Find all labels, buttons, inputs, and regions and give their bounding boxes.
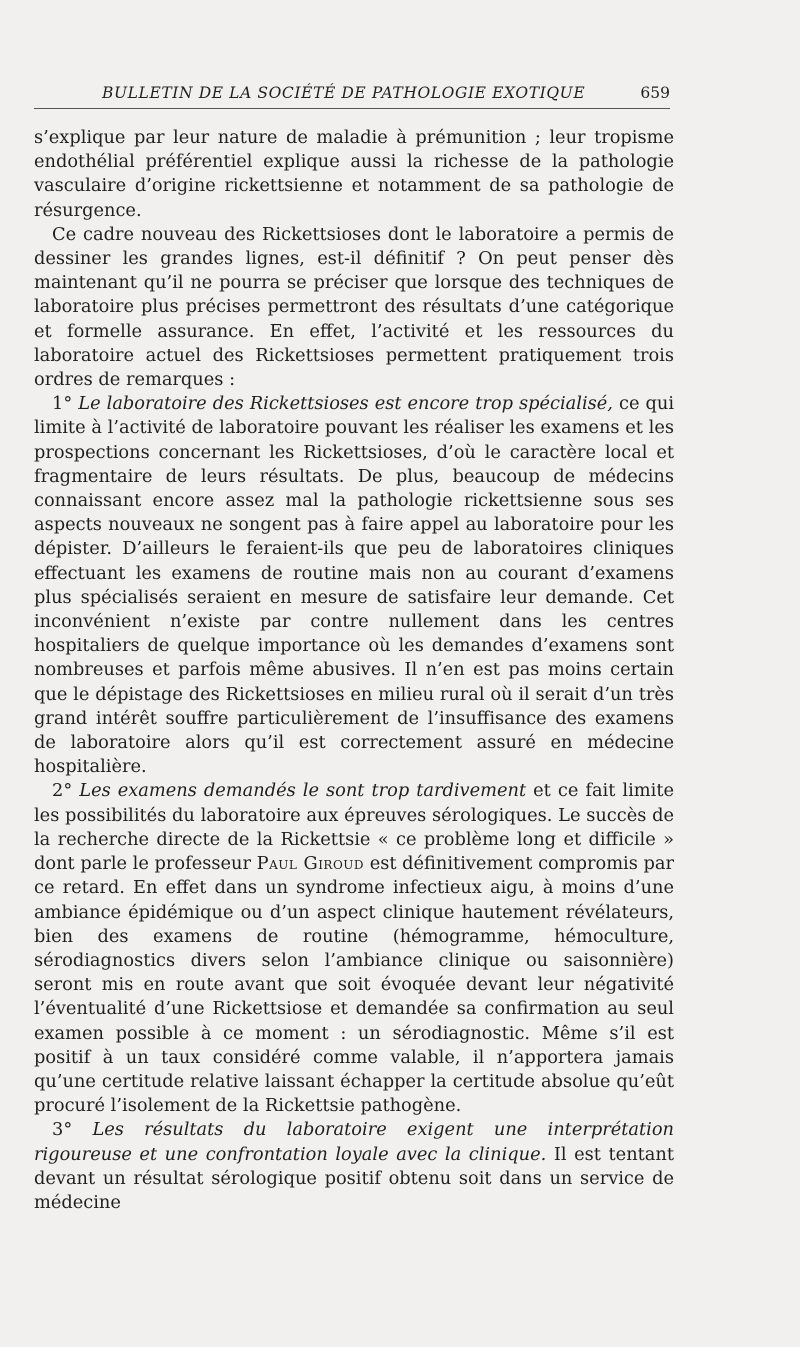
item-title-2: Les examens demandés le sont trop tardivement [79, 780, 527, 802]
journal-title: BULLETIN DE LA SOCIÉTÉ DE PATHOLOGIE EXOTIQUE [102, 84, 586, 102]
paragraph-4 [34, 779, 674, 1118]
header-rule [34, 108, 670, 109]
page-number: 659 [640, 84, 670, 102]
item-text-1: ce qui limite à l’activité de laboratoire pouvant les réaliser les examens et les prospections concernant les Rickettsioses, d’où le caractère local et fragmentaire de leurs résultats. De plus, beaucoup de médecins connaissant encore assez mal la pathologie rickettsienne sous ses aspects nouveaux ne songent pas à faire appel au laboratoire pour les dépister. D’ailleurs le feraient-ils que peu de laboratoires cliniques effectuant les examens de routine mais non au courant d’examens plus spécialisés seraient en mesure de satisfaire leur demande. Cet inconvénient n’existe par contre nullement dans les centres hospitaliers de quelque importance où les demandes d’examens sont nombreuses et parfois même abusives. Il n’en est pas moins certain que le dépistage des Rickettsioses en milieu rural où il serait d’un très grand intérêt souffre particulièrement de l’insuffisance des examens de laboratoire alors qu’il est correctement assuré en médecine hospitalière. [34, 393, 675, 778]
paragraph-2: Ce cadre nouveau des Rickettsioses dont le laboratoire a permis de dessiner les grandes lignes, est-il définitif ? On peut penser dès maintenant qu’il ne pourra se préciser que lorsque des techniques de laboratoire plus précises permettront des résultats d’une catégorique et formelle assurance. En effet, l’activité et les ressources du laboratoire actuel des Rickettsioses permettent pratiquement trois ordres de remarques : [34, 223, 674, 391]
item-number-2: 2° [52, 780, 73, 802]
paragraph-5 [34, 1118, 674, 1215]
item-number-3: 3° [52, 1119, 73, 1141]
item-text-2b: est définitivement compromis par ce retard. En effet dans un syndrome infectieux aigu, à moins d’une ambiance épidémique ou d’un aspect clinique hautement révélateurs, bien des examens de routine (hémogramme, hémoculture, sérodiagnostics divers selon l’ambiance clinique ou saisonnière) seront mis en route avant que soit évoquée devant leur négativité l’éventualité d’une Rickettsiose et demandée sa confirmation au seul examen possible à ce moment : un sérodiagnostic. Même s’il est positif à un taux considéré comme valable, il n’apportera jamais qu’une certitude relative laissant échapper la certitude absolue qu’eût procuré l’isolement de la Rickettsie pathogène. [34, 853, 675, 1117]
paragraph-3 [34, 392, 674, 779]
item-text-3: Il est tentant devant un résultat sérologique positif obtenu soit dans un service de médecine [34, 1143, 674, 1213]
item-title-1: Le laboratoire des Rickettsioses est encore trop spécialisé, [78, 393, 613, 415]
author-name: Paul Giroud [256, 853, 365, 875]
body-text [34, 126, 674, 1215]
running-head [34, 84, 670, 114]
item-title-3: Les résultats du laboratoire exigent une interprétation rigoureuse et une confrontation loyale avec la clinique. [34, 1119, 674, 1165]
paragraph-1: s’explique par leur nature de maladie à prémunition ; leur tropisme endothélial préférentiel explique aussi la richesse de la pathologie vasculaire d’origine rickettsienne et notamment de sa pathologie de résurgence. [34, 127, 674, 221]
item-number-1: 1° [52, 393, 73, 415]
item-text-2a: et ce fait limite les possibilités du laboratoire aux épreuves sérologiques. Le succès de la recherche directe de la Rickettsie « ce problème long et difficile » dont parle le professeur [34, 780, 675, 875]
